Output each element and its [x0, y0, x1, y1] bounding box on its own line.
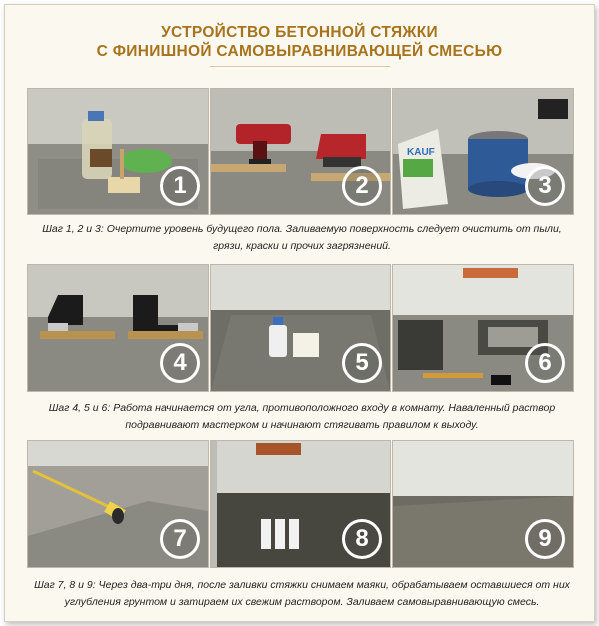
step-number-badge: 6	[525, 343, 565, 383]
title-line-1: УСТРОЙСТВО БЕТОННОЙ СТЯЖКИ	[161, 24, 438, 41]
step-number-badge: 8	[342, 519, 382, 559]
step-photo-6	[392, 264, 574, 392]
step-number-badge: 4	[160, 343, 200, 383]
caption-steps-7-9: Шаг 7, 8 и 9: Через два-три дня, после заливки стяжки снимаем маяки, обрабатываем оставшиеся от них углубления грунтом и затираем их свежим раствором. Заливаем самовыравнивающую смесь.	[34, 579, 570, 608]
step-number-badge: 2	[342, 166, 382, 206]
step-photo-8	[210, 440, 391, 568]
step-number-badge: 5	[342, 343, 382, 383]
bag-label: KAUF	[407, 147, 435, 158]
caption-steps-1-3: Шаг 1, 2 и 3: Очертите уровень будущего пола. Заливаемую поверхность следует очистить от пыли, грязи, краски и прочих загрязнений.	[42, 223, 562, 252]
title-line-2: С ФИНИШНОЙ САМОВЫРАВНИВАЮЩЕЙ СМЕСЬЮ	[96, 43, 503, 60]
caption-steps-4-6: Шаг 4, 5 и 6: Работа начинается от угла, противоположного входу в комнату. Наваленный раствор подравнивают мастерком и начинают стягивать правилом к выходу.	[48, 402, 556, 431]
step-photo-9	[392, 440, 574, 568]
step-photo-1	[27, 88, 209, 215]
step-photo-7	[27, 440, 209, 568]
step-number-badge: 1	[160, 166, 200, 206]
step-number-badge: 7	[160, 519, 200, 559]
step-number-badge: 3	[525, 166, 565, 206]
title-divider	[210, 66, 390, 67]
step-photo-4	[27, 264, 209, 392]
step-number-badge: 9	[525, 519, 565, 559]
step-photo-5	[210, 264, 391, 392]
step-photo-3	[392, 88, 574, 215]
step-photo-2	[210, 88, 391, 215]
